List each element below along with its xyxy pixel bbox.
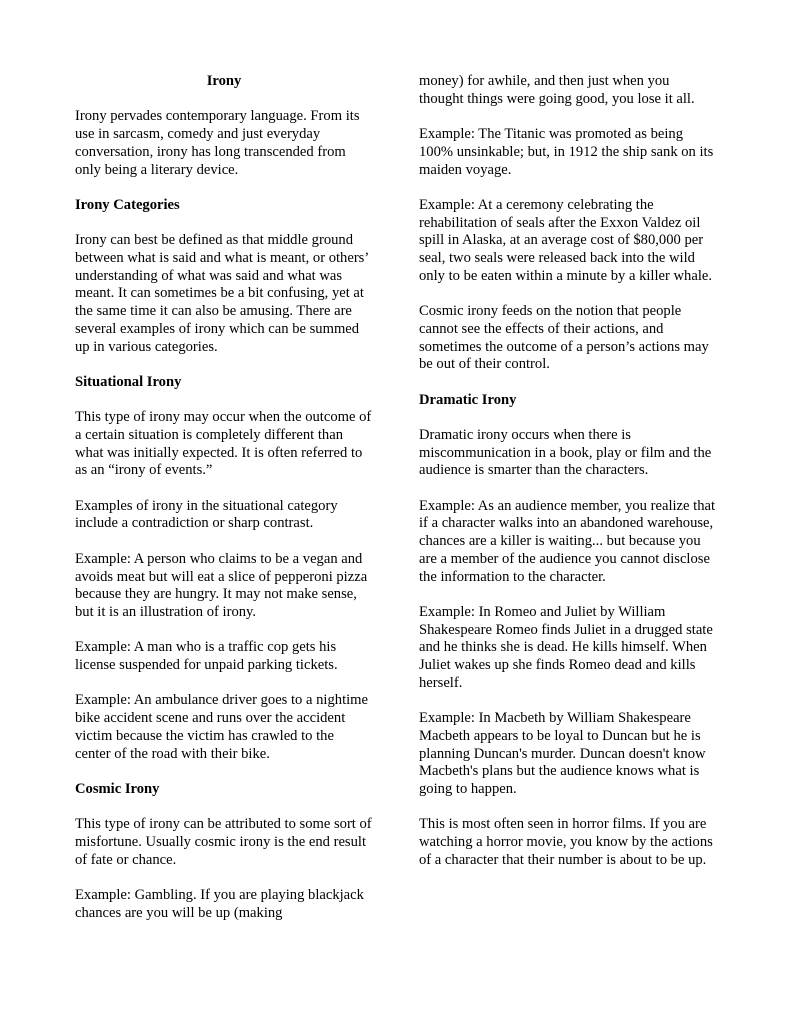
situational-paragraph-2: Examples of irony in the situational category include a contradiction or sharp contrast. [75,497,338,532]
situational-example-vegan: Example: A person who claims to be a vegan and avoids meat but will eat a slice of pepperoni pizza because they are hungry. It may not make sense, but it is an illustration of irony. [75,550,368,620]
cosmic-irony-heading: Cosmic Irony [75,780,160,797]
dramatic-example-romeo-juliet: Example: In Romeo and Juliet by William Shakespeare Romeo finds Juliet in a drugged state and he thinks she is dead. He kills himself. When Juliet wakes up she finds Romeo dead and kills herself. [419,603,713,691]
cosmic-paragraph-2: Cosmic irony feeds on the notion that people cannot see the effects of their actions, and sometimes the outcome of a person’s actions may be out of their control. [419,303,709,373]
cosmic-paragraph-1: This type of irony can be attributed to some sort of misfortune. Usually cosmic irony is the end result of fate or chance. [75,816,372,868]
dramatic-paragraph-1: Dramatic irony occurs when there is miscommunication in a book, play or film and the audience is smarter than the characters. [419,426,712,479]
cosmic-example-gambling-start: Example: Gambling. If you are playing blackjack chances are you will be up (making [75,887,364,921]
situational-paragraph-1: This type of irony may occur when the outcome of a certain situation is completely different than what was initially expected. It is often referred to as an “irony of events.” [75,409,372,479]
right-column [419,73,717,887]
cosmic-example-seals: Example: At a ceremony celebrating the rehabilitation of seals after the Exxon Valdez oil spill in Alaska, at an average cost of $80,000 per seal, two seals were released back into the wild only to be eaten within a minute by a killer whale. [419,196,713,284]
document-title: Irony [206,73,242,89]
irony-categories-heading: Irony Categories [75,196,180,213]
dramatic-paragraph-2: This is most often seen in horror films. If you are watching a horror movie, you know by the actions of a character that their number is about to be up. [419,816,713,868]
situational-irony-heading: Situational Irony [75,373,182,390]
dramatic-irony-heading: Dramatic Irony [419,391,517,408]
dramatic-example-warehouse: Example: As an audience member, you realize that if a character walks into an abandoned warehouse, chances are a killer is waiting... but because you are a member of the audience you cannot disclose the information to the character. [419,497,716,585]
situational-example-traffic-cop: Example: A man who is a traffic cop gets his license suspended for unpaid parking tickets. [75,639,338,674]
cosmic-example-gambling-end: money) for awhile, and then just when you thought things were going good, you lose it all. [419,73,695,107]
intro-paragraph: Irony pervades contemporary language. From its use in sarcasm, comedy and just everyday conversation, irony has long transcended from only being a literary device. [75,108,360,178]
cosmic-example-titanic: Example: The Titanic was promoted as being 100% unsinkable; but, in 1912 the ship sank on its maiden voyage. [419,126,714,178]
left-column [75,73,373,940]
categories-paragraph: Irony can best be defined as that middle ground between what is said and what is meant, or others’ understanding of what was said and what was meant. It can sometimes be a bit confusing, yet at the same time it can also be amusing. There are several examples of irony which can be summed up in various categories. [75,232,369,355]
situational-example-ambulance: Example: An ambulance driver goes to a nightime bike accident scene and runs over the accident victim because the victim has crawled to the center of the road with their bike. [75,692,369,762]
dramatic-example-macbeth: Example: In Macbeth by William Shakespeare Macbeth appears to be loyal to Duncan but he is planning Duncan's murder. Duncan doesn't know Macbeth's plans but the audience knows what is going to happen. [419,710,706,797]
